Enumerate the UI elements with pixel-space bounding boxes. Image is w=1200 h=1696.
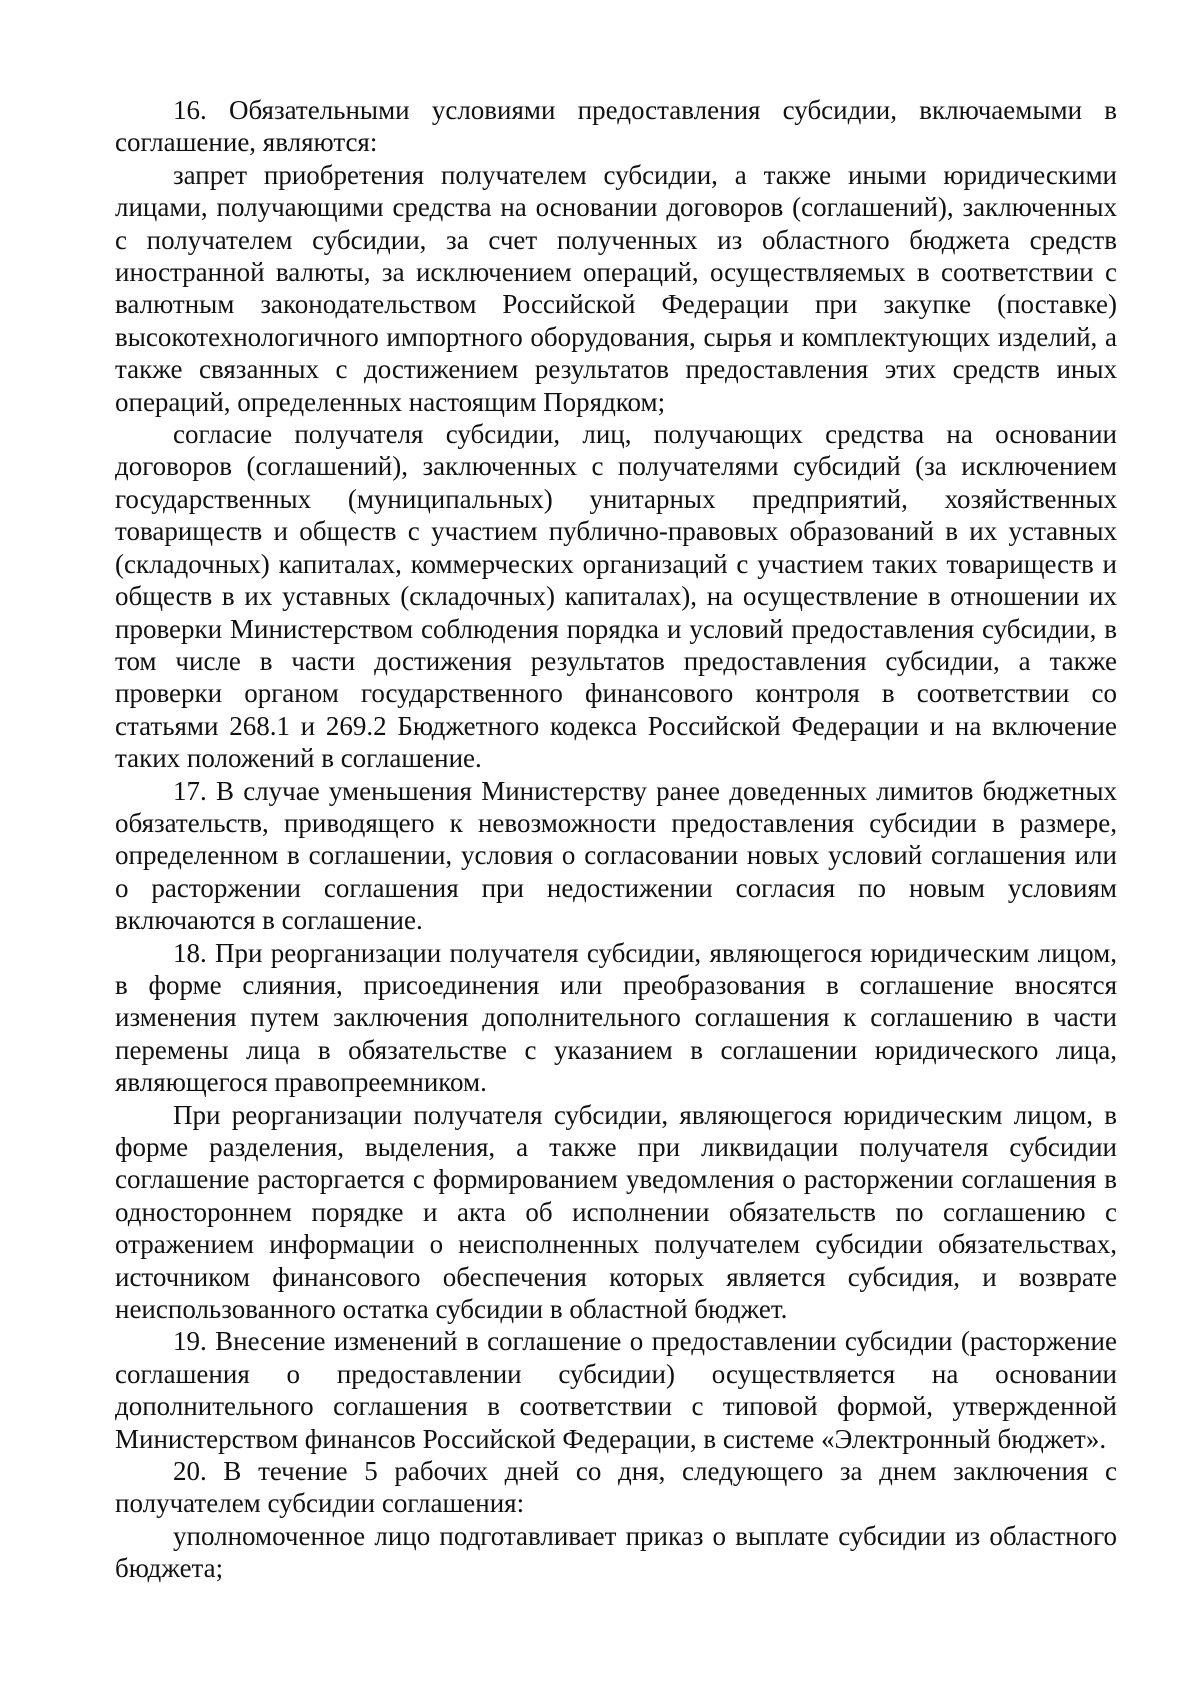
paragraph-20: 20. В течение 5 рабочих дней со дня, следующего за днем заключения с получателем субсидии соглашения: (115, 1456, 1117, 1519)
paragraph-16-prohibition: запрет приобретения получателем субсидии, а также иными юридическими лицами, получающими средства на основании договоров (соглашений), заключенных с получателем субсидии, за счет полученных из областного бюджета средств иностранной валюты, за исключением операций, осуществляемых в соответствии с валютным законодательством Российской Федерации при закупке (поставке) высокотехнологичного импортного оборудования, сырья и комплектующих изделий, а также связанных с достижением результатов предоставления этих средств иных операций, определенных настоящим Порядком; (115, 159, 1117, 417)
paragraph-18: 18. При реорганизации получателя субсидии, являющегося юридическим лицом, в форме слияния, присоединения или преобразования в соглашение вносятся изменения путем заключения дополнительного соглашения к соглашению в части перемены лица в обязательстве с указанием в соглашении юридического лица, являющегося правопреемником. (115, 937, 1117, 1098)
document-page (115, 94, 1117, 1585)
paragraph-20-order: уполномоченное лицо подготавливает приказ о выплате субсидии из областного бюджета; (115, 1520, 1117, 1584)
paragraph-19: 19. Внесение изменений в соглашение о предоставлении субсидии (расторжение соглашения о предоставлении субсидии) осуществляется на основании дополнительного соглашения в соответствии с типовой формой, утвержденной Министерством финансов Российской Федерации, в системе «Электронный бюджет». (115, 1326, 1117, 1454)
paragraph-16-consent: согласие получателя субсидии, лиц, получающих средства на основании договоров (соглашений), заключенных с получателями субсидий (за исключением государственных (муниципальных) унитарных предприятий, хозяйственных товариществ и обществ с участием публично-правовых образований в их уставных (складочных) капиталах, коммерческих организаций с участием таких товариществ и обществ в их уставных (складочных) капиталах), на осуществление в отношении их проверки Министерством соблюдения порядка и условий предоставления субсидии, в том числе в части достижения результатов предоставления субсидии, а также проверки органом государственного финансового контроля в соответствии со статьями 268.1 и 269.2 Бюджетного кодекса Российской Федерации и на включение таких положений в соглашение. (115, 419, 1117, 774)
paragraph-18-liquidation: При реорганизации получателя субсидии, являющегося юридическим лицом, в форме разделения, выделения, а также при ликвидации получателя субсидии соглашение расторгается с формированием уведомления о расторжении соглашения в одностороннем порядке и акта об исполнении обязательств по соглашению с отражением информации о неисполненных получателем субсидии обязательствах, источником финансового обеспечения которых является субсидия, и возврате неиспользованного остатка субсидии в областной бюджет. (115, 1099, 1117, 1325)
paragraph-16: 16. Обязательными условиями предоставления субсидии, включаемыми в соглашение, являются: (115, 95, 1117, 158)
paragraph-17: 17. В случае уменьшения Министерству ранее доведенных лимитов бюджетных обязательств, приводящего к невозможности предоставления субсидии в размере, определенном в соглашении, условия о согласовании новых условий соглашения или о расторжении соглашения при недостижении согласия по новым условиям включаются в соглашение. (115, 775, 1117, 936)
